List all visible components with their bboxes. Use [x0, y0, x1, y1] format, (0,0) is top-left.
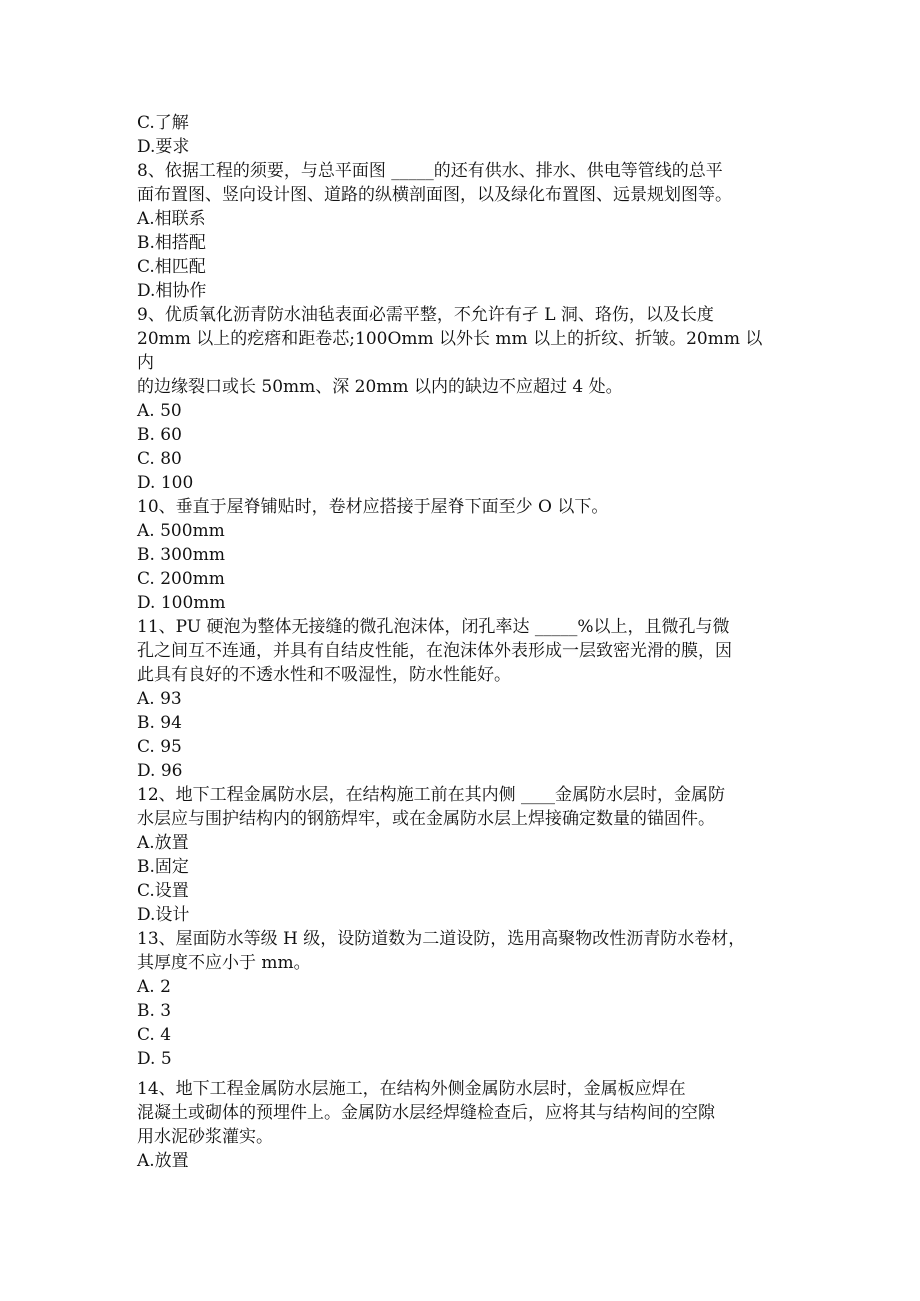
text-line: B. 3 [137, 1001, 172, 1021]
text-line: 20mm 以上的疙瘩和距卷芯;100Omm 以外长 mm 以上的折纹、折皱。20mm 以 [137, 329, 763, 349]
text-line: 9、优质氧化沥青防水油毡表面必需平整，不允许有孑 L 洞、珞伤，以及长度 [137, 305, 714, 325]
text-line: 用水泥砂浆灌实。 [137, 1127, 273, 1147]
text-line: 的边缘裂口或长 50mm、深 20mm 以内的缺边不应超过 4 处。 [137, 377, 623, 397]
text-line: A.放置 [137, 833, 189, 853]
text-line: B. 94 [137, 713, 182, 733]
text-line: C. 200mm [137, 569, 225, 589]
text-line: 11、PU 硬泡为整体无接缝的微孔泡沫体，闭孔率达 _____%以上，且微孔与微 [137, 617, 730, 637]
text-line: D. 100mm [137, 593, 226, 613]
text-line: B.相搭配 [137, 233, 206, 253]
text-line: A. 50 [137, 401, 182, 421]
text-line: C.了解 [137, 113, 189, 133]
text-line: D.相协作 [137, 281, 207, 301]
text-line: C. 4 [137, 1025, 172, 1045]
text-line: B. 300mm [137, 545, 225, 565]
text-line: 孔之间互不连通，并具有自结皮性能，在泡沫体外表形成一层致密光滑的膜，因 [137, 641, 732, 661]
text-line: D.要求 [137, 137, 190, 157]
text-line: 12、地下工程金属防水层，在结构施工前在其内侧 ____金属防水层时，金属防 [137, 785, 726, 805]
text-line: 混凝土或砌体的预埋件上。金属防水层经焊缝检查后，应将其与结构间的空隙 [137, 1103, 715, 1123]
text-line: 面布置图、竖向设计图、道路的纵横剖面图，以及绿化布置图、远景规划图等。 [137, 185, 732, 205]
text-line: B. 60 [137, 425, 182, 445]
text-line: D.设计 [137, 905, 190, 925]
text-line: D. 100 [137, 473, 194, 493]
text-line: 10、垂直于屋脊铺贴时，卷材应搭接于屋脊下面至少 O 以下。 [137, 497, 609, 517]
text-line: C.相匹配 [137, 257, 206, 277]
text-line: 其厚度不应小于 mm。 [137, 953, 311, 973]
text-line: 13、屋面防水等级 H 级，设防道数为二道设防，选用高聚物改性沥青防水卷材， [137, 929, 746, 949]
text-line: A.相联系 [137, 209, 206, 229]
text-line: A.放置 [137, 1151, 189, 1171]
text-line: A. 2 [137, 977, 171, 997]
text-line: 14、地下工程金属防水层施工，在结构外侧金属防水层时，金属板应焊在 [137, 1079, 686, 1099]
text-line: A. 93 [137, 689, 182, 709]
document-body [137, 111, 797, 1173]
text-line: 内 [137, 353, 154, 373]
text-line: B.固定 [137, 857, 189, 877]
text-line: C. 95 [137, 737, 182, 757]
text-line: 8、依据工程的须要，与总平面图 _____的还有供水、排水、供电等管线的总平 [137, 161, 723, 181]
text-line: D. 96 [137, 761, 183, 781]
text-line: C. 80 [137, 449, 182, 469]
text-line: 此具有良好的不透水性和不吸湿性，防水性能好。 [137, 665, 511, 685]
text-line: D. 5 [137, 1049, 172, 1069]
text-line: 水层应与围护结构内的钢筋焊牢，或在金属防水层上焊接确定数量的锚固件。 [137, 809, 715, 829]
text-line: A. 500mm [137, 521, 225, 541]
text-line: C.设置 [137, 881, 189, 901]
